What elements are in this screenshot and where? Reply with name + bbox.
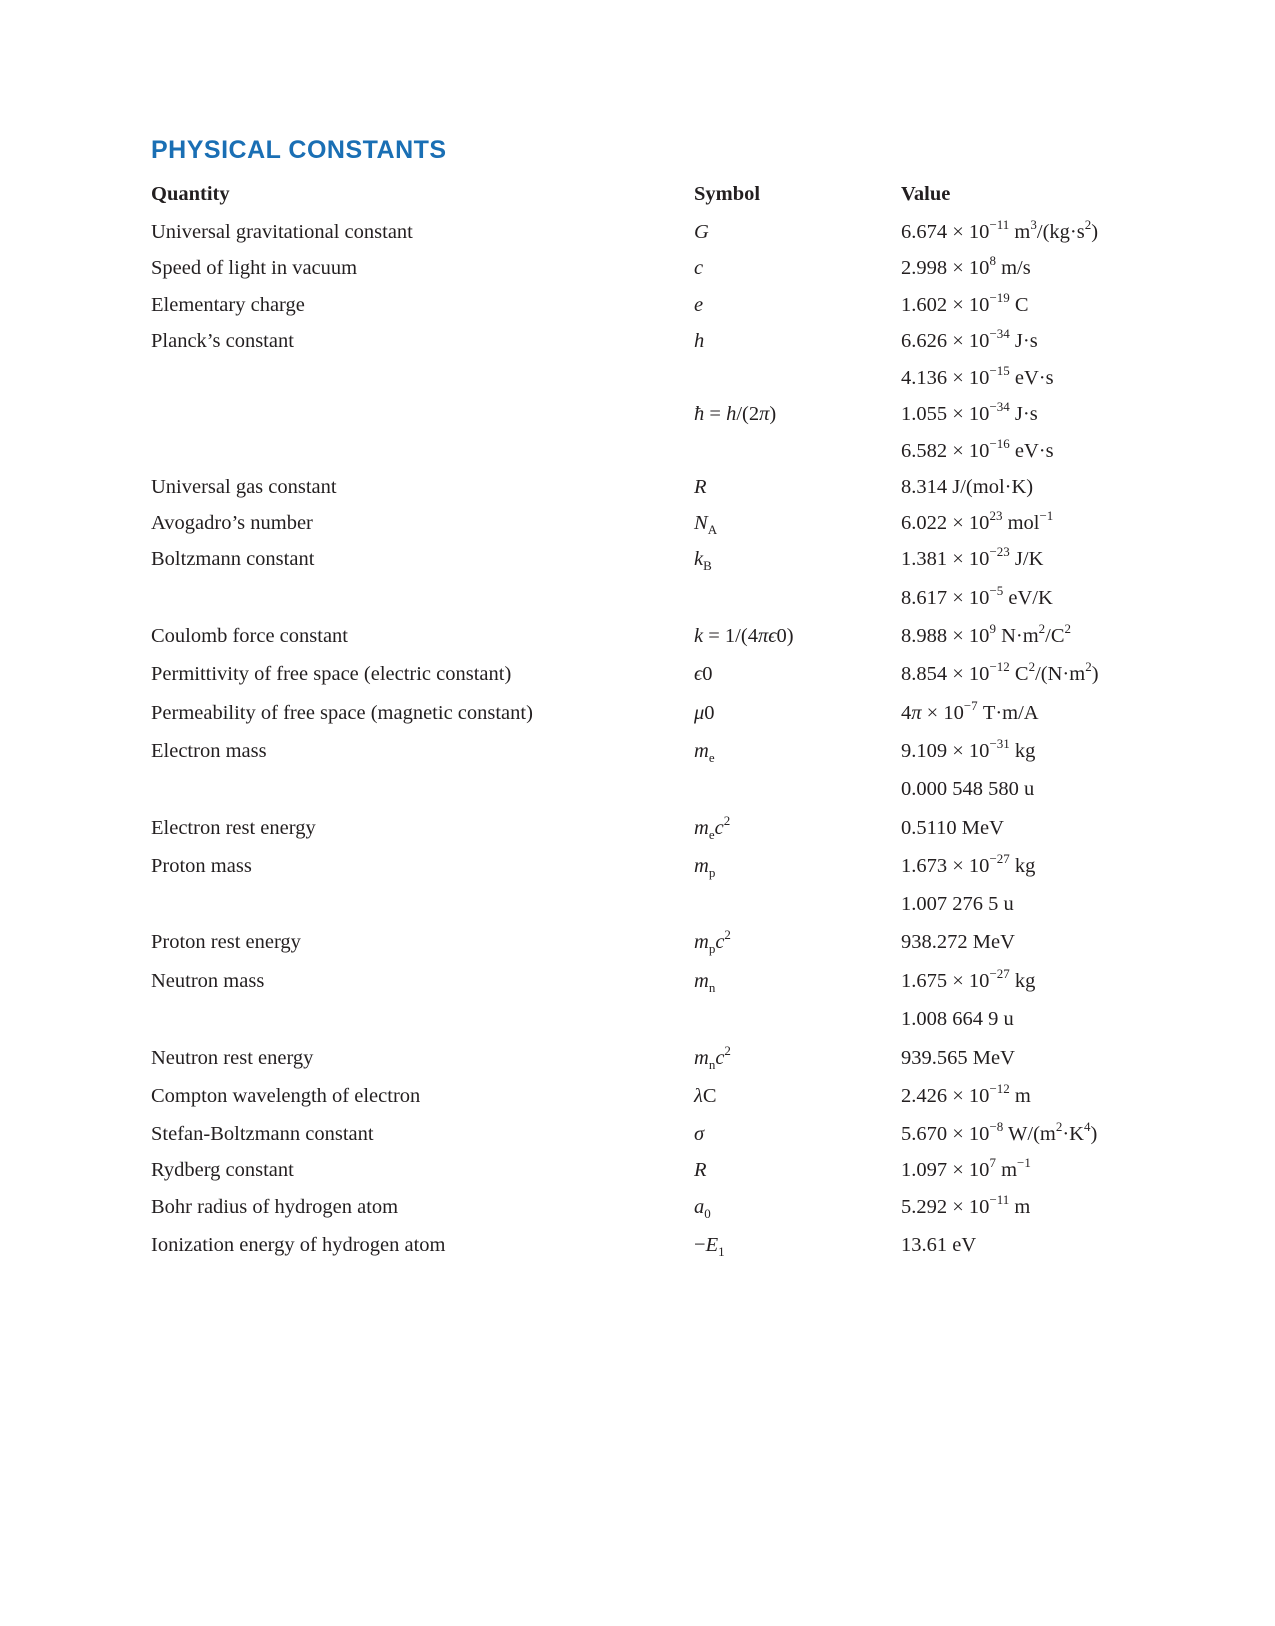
value-cell: $8.617 \times 10^{-5}$ eV/K xyxy=(901,583,1053,609)
quantity-cell: Permeability of free space (magnetic constant) xyxy=(151,702,533,724)
value-cell: 1.007 276 5 u xyxy=(901,893,1014,915)
symbol-cell: $m_ec^2$ xyxy=(694,813,731,842)
quantity-cell: Ionization energy of hydrogen atom xyxy=(151,1234,446,1256)
symbol-cell: R xyxy=(694,476,707,498)
symbol-cell: ħ = h/(2π) xyxy=(694,403,777,425)
symbol-cell: μ0 xyxy=(694,702,715,724)
quantity-cell: Neutron rest energy xyxy=(151,1047,314,1069)
symbol-cell: $m_n$ xyxy=(694,970,716,995)
symbol-cell: $m_e$ xyxy=(694,740,715,765)
symbol-cell: c xyxy=(694,257,704,279)
value-cell: $6.674 \times 10^{-11}$ $m^3/(kg\cdot s^2)$ xyxy=(901,217,1099,243)
value-cell: $6.626 \times 10^{-34}$ J·s xyxy=(901,326,1038,352)
value-cell: $1.602 \times 10^{-19}$ C xyxy=(901,290,1029,316)
quantity-cell: Planck’s constant xyxy=(151,330,294,352)
symbol-cell: $m_nc^2$ xyxy=(694,1043,731,1072)
value-cell: $4\pi \times 10^{-7}$ T·m/A xyxy=(901,698,1039,724)
value-cell: 0.5110 MeV xyxy=(901,817,1004,839)
symbol-cell: R xyxy=(694,1159,707,1181)
symbol-cell: $a_0$ xyxy=(694,1196,711,1221)
quantity-cell: Compton wavelength of electron xyxy=(151,1085,421,1107)
quantity-cell: Universal gas constant xyxy=(151,476,337,498)
symbol-cell: h xyxy=(694,330,705,352)
table-row xyxy=(0,1157,1275,1187)
quantity-cell: Universal gravitational constant xyxy=(151,221,413,243)
table-row xyxy=(0,853,1275,883)
table-row xyxy=(0,929,1275,959)
table-row xyxy=(0,292,1275,322)
table-row xyxy=(0,891,1275,921)
value-cell: 1.008 664 9 u xyxy=(901,1008,1014,1030)
table-row xyxy=(0,700,1275,730)
table-row xyxy=(0,1121,1275,1151)
quantity-cell: Coulomb force constant xyxy=(151,625,348,647)
table-row xyxy=(0,546,1275,576)
table-row xyxy=(0,1194,1275,1224)
table-row xyxy=(0,776,1275,806)
table-row xyxy=(0,219,1275,249)
quantity-cell: Speed of light in vacuum xyxy=(151,257,358,279)
value-cell: $1.381 \times 10^{-23}$ J/K xyxy=(901,544,1044,570)
quantity-cell: Boltzmann constant xyxy=(151,548,315,570)
value-cell: $5.670 \times 10^{-8}$ $W/(m^2\cdot K^4)$ xyxy=(901,1119,1098,1145)
value-cell: $9.109 \times 10^{-31}$ kg xyxy=(901,736,1036,762)
value-cell: $6.582 \times 10^{-16}$ eV·s xyxy=(901,436,1054,462)
value-cell: $8.854 \times 10^{-12}$ $C^2/(N\cdot m^2)$ xyxy=(901,659,1099,685)
table-row xyxy=(0,401,1275,431)
table-row xyxy=(0,623,1275,653)
value-cell: $2.998 \times 10^8$ m/s xyxy=(901,253,1031,279)
value-cell: $1.675 \times 10^{-27}$ kg xyxy=(901,966,1036,992)
table-row xyxy=(0,1006,1275,1036)
table-row xyxy=(0,1045,1275,1075)
symbol-cell: e xyxy=(694,294,704,316)
quantity-cell: Neutron mass xyxy=(151,970,265,992)
table-row xyxy=(0,661,1275,691)
table-row xyxy=(0,738,1275,768)
value-cell: $1.097 \times 10^7$ $m^{-1}$ xyxy=(901,1155,1031,1181)
symbol-cell: $m_p$ xyxy=(694,855,716,880)
value-cell: 938.272 MeV xyxy=(901,931,1015,953)
table-row xyxy=(0,1232,1275,1262)
value-cell: $5.292 \times 10^{-11}$ m xyxy=(901,1192,1031,1218)
page-title: PHYSICAL CONSTANTS xyxy=(151,136,447,164)
quantity-cell: Elementary charge xyxy=(151,294,305,316)
table-row xyxy=(0,328,1275,358)
value-cell: 13.61 eV xyxy=(901,1234,977,1256)
value-cell: $2.426 \times 10^{-12}$ m xyxy=(901,1081,1031,1107)
quantity-cell: Avogadro’s number xyxy=(151,512,313,534)
table-row xyxy=(0,365,1275,395)
value-cell: 0.000 548 580 u xyxy=(901,778,1035,800)
table-row xyxy=(0,585,1275,615)
table-row xyxy=(0,510,1275,540)
value-column-header: Value xyxy=(901,183,951,205)
value-cell: 939.565 MeV xyxy=(901,1047,1015,1069)
quantity-cell: Electron mass xyxy=(151,740,267,762)
symbol-cell: k = 1/(4πϵ0) xyxy=(694,625,794,647)
symbol-cell: σ xyxy=(694,1123,705,1145)
table-row xyxy=(0,815,1275,845)
symbol-cell: $k_B$ xyxy=(694,548,712,573)
symbol-cell: $m_pc^2$ xyxy=(694,927,731,956)
table-row xyxy=(0,1083,1275,1113)
quantity-cell: Permittivity of free space (electric constant) xyxy=(151,663,512,685)
quantity-cell: Proton rest energy xyxy=(151,931,301,953)
symbol-cell: G xyxy=(694,221,709,243)
table-row xyxy=(0,255,1275,285)
value-cell: 8.314 J/(mol·K) xyxy=(901,476,1034,498)
table-row xyxy=(0,438,1275,468)
table-header-row xyxy=(0,181,1275,211)
table-row xyxy=(0,474,1275,504)
quantity-cell: Electron rest energy xyxy=(151,817,316,839)
symbol-cell: $N_A$ xyxy=(694,512,718,537)
symbol-cell: ϵ0 xyxy=(694,663,713,685)
value-cell: $1.055 \times 10^{-34}$ J·s xyxy=(901,399,1038,425)
symbol-cell: λC xyxy=(694,1085,717,1107)
quantity-cell: Rydberg constant xyxy=(151,1159,294,1181)
symbol-cell: $-E_1$ xyxy=(694,1234,725,1259)
value-cell: $8.988 \times 10^9$ $N\cdot m^2/C^2$ xyxy=(901,621,1072,647)
quantity-cell: Stefan-Boltzmann constant xyxy=(151,1123,374,1145)
value-cell: $1.673 \times 10^{-27}$ kg xyxy=(901,851,1036,877)
quantity-column-header: Quantity xyxy=(151,183,230,205)
value-cell: $6.022 \times 10^{23}$ mol$^{-1}$ xyxy=(901,508,1054,534)
quantity-cell: Proton mass xyxy=(151,855,252,877)
table-row xyxy=(0,968,1275,998)
quantity-cell: Bohr radius of hydrogen atom xyxy=(151,1196,399,1218)
value-cell: $4.136 \times 10^{-15}$ eV·s xyxy=(901,363,1054,389)
symbol-column-header: Symbol xyxy=(694,183,761,205)
